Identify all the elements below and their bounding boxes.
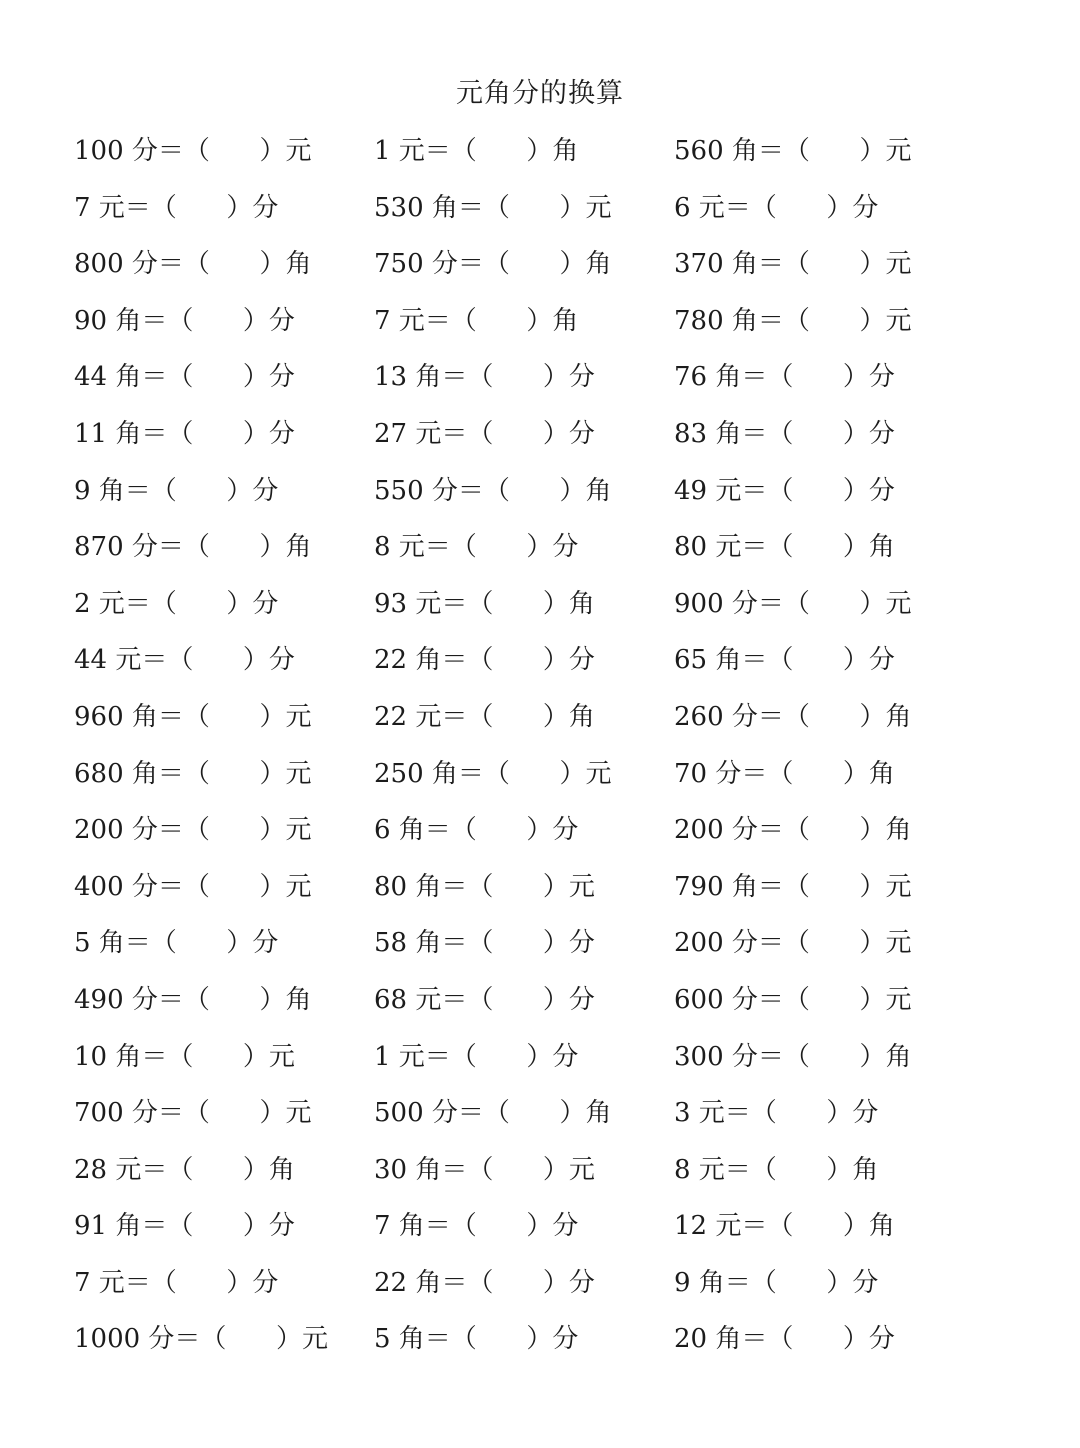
exercise-row xyxy=(74,411,994,468)
conversion-problem: 900 分＝（ ）元 xyxy=(674,588,912,619)
conversion-problem: 800 分＝（ ）角 xyxy=(74,249,312,280)
conversion-problem: 200 分＝（ ）角 xyxy=(674,815,912,846)
exercise-row xyxy=(74,298,994,355)
conversion-problem: 7 元＝（ ）分 xyxy=(74,1267,279,1298)
conversion-problem: 960 角＝（ ）元 xyxy=(74,701,312,732)
exercise-row xyxy=(74,694,994,751)
conversion-problem: 7 元＝（ ）分 xyxy=(74,192,279,223)
conversion-problem: 1 元＝（ ）分 xyxy=(374,1041,579,1072)
conversion-problem: 8 元＝（ ）分 xyxy=(374,532,579,563)
conversion-problem: 7 元＝（ ）角 xyxy=(374,305,579,336)
exercise-row xyxy=(74,1147,994,1204)
conversion-problem: 260 分＝（ ）角 xyxy=(674,701,912,732)
conversion-problem: 2 元＝（ ）分 xyxy=(74,588,279,619)
conversion-problem: 9 角＝（ ）分 xyxy=(74,475,279,506)
conversion-problem: 680 角＝（ ）元 xyxy=(74,758,312,789)
exercise-row xyxy=(74,1316,994,1373)
exercise-row xyxy=(74,524,994,581)
conversion-problem: 100 分＝（ ）元 xyxy=(74,136,312,166)
exercise-row xyxy=(74,354,994,411)
exercise-row xyxy=(74,920,994,977)
conversion-problem: 49 元＝（ ）分 xyxy=(674,475,895,506)
conversion-problem: 550 分＝（ ）角 xyxy=(374,475,612,506)
conversion-problem: 3 元＝（ ）分 xyxy=(674,1098,879,1129)
conversion-problem: 560 角＝（ ）元 xyxy=(674,136,912,166)
conversion-problem: 1 元＝（ ）角 xyxy=(374,136,579,166)
conversion-problem: 58 角＝（ ）分 xyxy=(374,928,595,959)
conversion-problem: 22 角＝（ ）分 xyxy=(374,1267,595,1298)
conversion-problem: 93 元＝（ ）角 xyxy=(374,588,595,619)
conversion-problem: 9 角＝（ ）分 xyxy=(674,1267,879,1298)
conversion-problem: 300 分＝（ ）角 xyxy=(674,1041,912,1072)
conversion-problem: 5 角＝（ ）分 xyxy=(374,1324,579,1355)
conversion-problem: 500 分＝（ ）角 xyxy=(374,1098,612,1129)
exercise-row xyxy=(74,128,994,185)
conversion-problem: 10 角＝（ ）元 xyxy=(74,1041,295,1072)
conversion-problem: 11 角＝（ ）分 xyxy=(74,418,295,449)
conversion-problem: 70 分＝（ ）角 xyxy=(674,758,895,789)
exercise-row xyxy=(74,1203,994,1260)
conversion-problem: 700 分＝（ ）元 xyxy=(74,1098,312,1129)
exercise-row xyxy=(74,581,994,638)
conversion-problem: 22 元＝（ ）角 xyxy=(374,701,595,732)
exercise-row xyxy=(74,637,994,694)
conversion-problem: 83 角＝（ ）分 xyxy=(674,418,895,449)
conversion-problem: 13 角＝（ ）分 xyxy=(374,362,595,393)
conversion-problem: 76 角＝（ ）分 xyxy=(674,362,895,393)
conversion-problem: 80 元＝（ ）角 xyxy=(674,532,895,563)
exercise-row xyxy=(74,751,994,808)
exercise-row xyxy=(74,977,994,1034)
conversion-problem: 1000 分＝（ ）元 xyxy=(74,1324,329,1355)
exercise-row xyxy=(74,864,994,921)
conversion-problem: 30 角＝（ ）元 xyxy=(374,1154,595,1185)
conversion-problem: 6 元＝（ ）分 xyxy=(674,192,879,223)
conversion-problem: 780 角＝（ ）元 xyxy=(674,305,912,336)
conversion-problem: 530 角＝（ ）元 xyxy=(374,192,612,223)
conversion-problem: 790 角＝（ ）元 xyxy=(674,871,912,902)
exercise-row xyxy=(74,468,994,525)
conversion-problem: 870 分＝（ ）角 xyxy=(74,532,312,563)
conversion-problem: 490 分＝（ ）角 xyxy=(74,984,312,1015)
exercise-row xyxy=(74,241,994,298)
conversion-problem: 28 元＝（ ）角 xyxy=(74,1154,295,1185)
exercise-grid xyxy=(74,128,994,1373)
conversion-problem: 22 角＝（ ）分 xyxy=(374,645,595,676)
conversion-problem: 6 角＝（ ）分 xyxy=(374,815,579,846)
conversion-problem: 5 角＝（ ）分 xyxy=(74,928,279,959)
conversion-problem: 68 元＝（ ）分 xyxy=(374,984,595,1015)
conversion-problem: 400 分＝（ ）元 xyxy=(74,871,312,902)
exercise-row xyxy=(74,1090,994,1147)
conversion-problem: 44 角＝（ ）分 xyxy=(74,362,295,393)
conversion-problem: 200 分＝（ ）元 xyxy=(674,928,912,959)
conversion-problem: 200 分＝（ ）元 xyxy=(74,815,312,846)
conversion-problem: 91 角＝（ ）分 xyxy=(74,1211,295,1242)
conversion-problem: 7 角＝（ ）分 xyxy=(374,1211,579,1242)
exercise-row xyxy=(74,1260,994,1317)
exercise-row xyxy=(74,807,994,864)
conversion-problem: 12 元＝（ ）角 xyxy=(674,1211,895,1242)
conversion-problem: 65 角＝（ ）分 xyxy=(674,645,895,676)
conversion-problem: 750 分＝（ ）角 xyxy=(374,249,612,280)
conversion-problem: 20 角＝（ ）分 xyxy=(674,1324,895,1355)
conversion-problem: 90 角＝（ ）分 xyxy=(74,305,295,336)
conversion-problem: 600 分＝（ ）元 xyxy=(674,984,912,1015)
conversion-problem: 44 元＝（ ）分 xyxy=(74,645,295,676)
conversion-problem: 27 元＝（ ）分 xyxy=(374,418,595,449)
exercise-row xyxy=(74,1034,994,1091)
exercise-row xyxy=(74,185,994,242)
conversion-problem: 250 角＝（ ）元 xyxy=(374,758,612,789)
conversion-problem: 370 角＝（ ）元 xyxy=(674,249,912,280)
conversion-problem: 80 角＝（ ）元 xyxy=(374,871,595,902)
conversion-problem: 8 元＝（ ）角 xyxy=(674,1154,879,1185)
page-title: 元角分的换算 xyxy=(456,78,624,109)
